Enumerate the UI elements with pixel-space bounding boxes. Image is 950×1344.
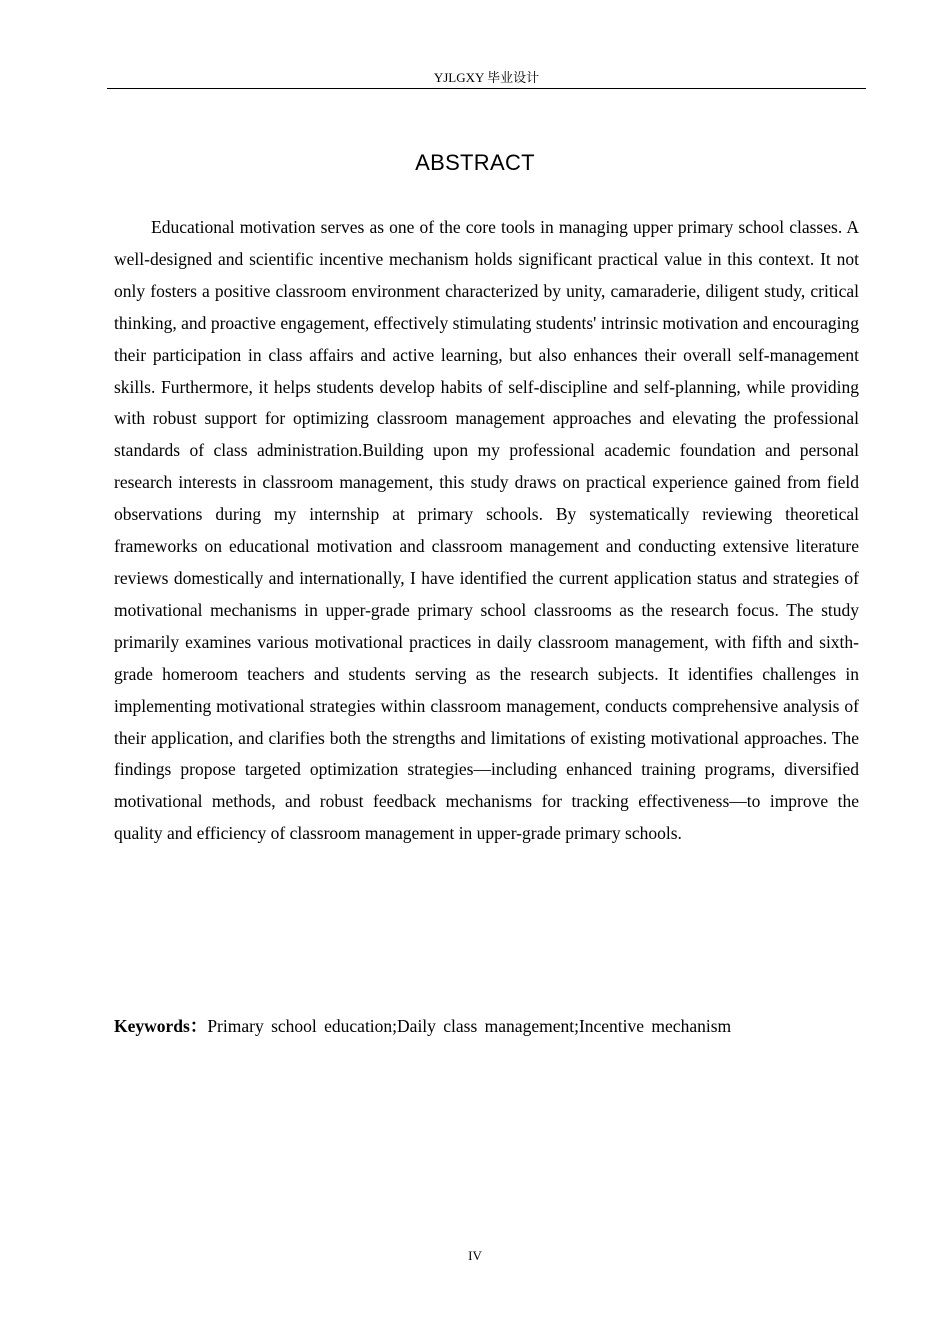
keywords-label: Keywords：	[114, 1016, 208, 1036]
page-title: ABSTRACT	[415, 150, 535, 175]
page-number: IV	[468, 1248, 482, 1263]
page-header	[107, 68, 866, 89]
keywords-line	[114, 1010, 859, 1042]
keywords-value: Primary school education;Daily class management;Incentive mechanism	[207, 1016, 732, 1036]
abstract-body: Educational motivation serves as one of the core tools in managing upper primary school classes. A well-designed and scientific incentive mechanism holds significant practical value in this context. It not only fosters a positive classroom environment characterized by unity, camaraderie, diligent study, critical thinking, and proactive engagement, effectively stimulating students' intrinsic motivation and encouraging their participation in class affairs and active learning, but also enhances their overall self-management skills. Furthermore, it helps students develop habits of self-discipline and self-planning, while providing with robust support for optimizing classroom management approaches and elevating the professional standards of class administration.Building upon my professional academic foundation and personal research interests in classroom management, this study draws on practical experience gained from field observations during my internship at primary schools. By systematically reviewing theoretical frameworks on educational motivation and classroom management and conducting extensive literature reviews domestically and internationally, I have identified the current application status and strategies of motivational mechanisms in upper-grade primary school classrooms as the research focus. The study primarily examines various motivational practices in daily classroom management, with fifth and sixth-grade homeroom teachers and students serving as the research subjects. It identifies challenges in implementing motivational strategies within classroom management, conducts comprehensive analysis of their application, and clarifies both the strengths and limitations of existing motivational approaches. The findings propose targeted optimization strategies—including enhanced training programs, diversified motivational methods, and robust feedback mechanisms for tracking effectiveness—to improve the quality and efficiency of classroom management in upper-grade primary schools.	[114, 217, 859, 844]
header-text: YJLGXY 毕业设计	[433, 70, 540, 85]
